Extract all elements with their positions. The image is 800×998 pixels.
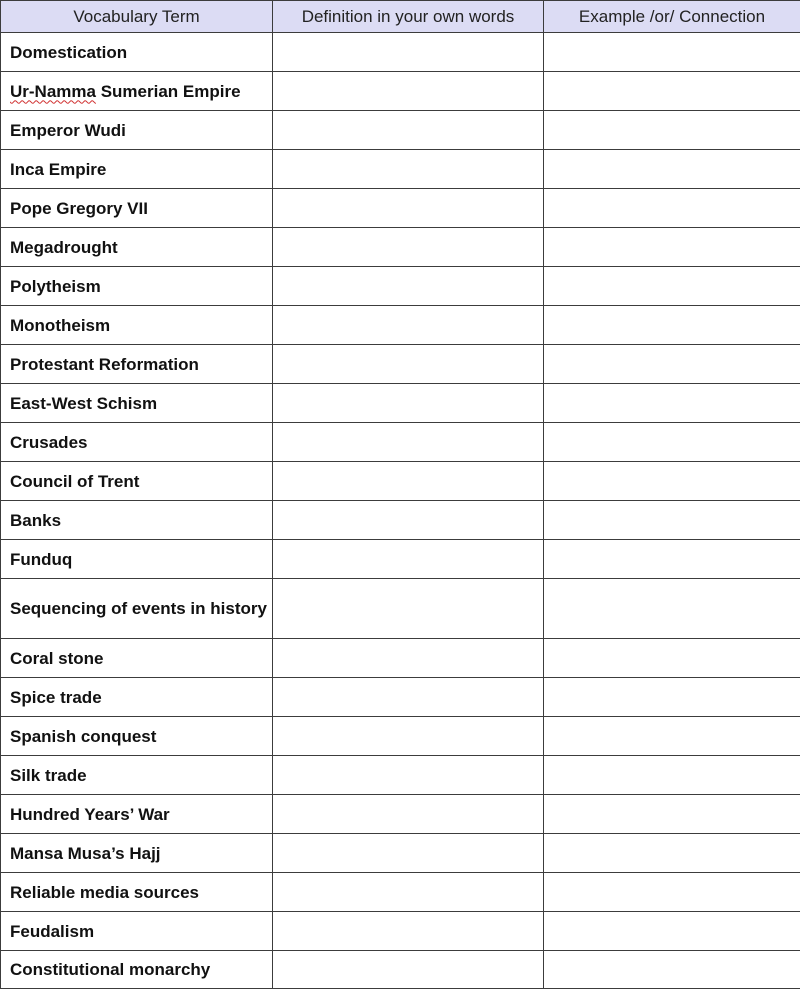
vocabulary-term-cell <box>1 579 273 639</box>
example-connection-cell[interactable] <box>544 579 800 639</box>
example-connection-cell[interactable] <box>544 795 800 834</box>
term-text: Funduq <box>10 549 73 569</box>
example-connection-cell[interactable] <box>544 912 800 951</box>
vocabulary-term-cell <box>1 678 273 717</box>
term-text: Emperor Wudi <box>10 120 126 140</box>
definition-cell[interactable] <box>273 189 544 228</box>
header-row <box>1 1 800 33</box>
table-row <box>1 150 800 189</box>
example-connection-cell[interactable] <box>544 501 800 540</box>
table-row <box>1 111 800 150</box>
header-definition: Definition in your own words <box>273 1 544 33</box>
table-row <box>1 462 800 501</box>
definition-cell[interactable] <box>273 873 544 912</box>
vocabulary-term-cell <box>1 228 273 267</box>
table-row <box>1 384 800 423</box>
vocabulary-term-cell <box>1 150 273 189</box>
table-body <box>1 33 800 989</box>
example-connection-cell[interactable] <box>544 951 800 989</box>
example-connection-cell[interactable] <box>544 150 800 189</box>
definition-cell[interactable] <box>273 678 544 717</box>
vocabulary-term-cell <box>1 540 273 579</box>
vocabulary-term-cell <box>1 462 273 501</box>
definition-cell[interactable] <box>273 345 544 384</box>
vocabulary-term-cell <box>1 912 273 951</box>
example-connection-cell[interactable] <box>544 423 800 462</box>
table-row <box>1 912 800 951</box>
definition-cell[interactable] <box>273 501 544 540</box>
table-row <box>1 795 800 834</box>
term-text: East-West Schism <box>10 393 158 413</box>
vocabulary-term-cell <box>1 834 273 873</box>
header-example-connection: Example /or/ Connection <box>544 1 800 33</box>
example-connection-cell[interactable] <box>544 540 800 579</box>
definition-cell[interactable] <box>273 228 544 267</box>
term-text: Hundred Years’ War <box>10 804 170 824</box>
vocabulary-term-cell <box>1 423 273 462</box>
vocabulary-term-cell <box>1 501 273 540</box>
table-row <box>1 72 800 111</box>
definition-cell[interactable] <box>273 540 544 579</box>
header-vocabulary-term: Vocabulary Term <box>1 1 273 33</box>
example-connection-cell[interactable] <box>544 717 800 756</box>
table-row <box>1 834 800 873</box>
vocabulary-term-cell <box>1 267 273 306</box>
table-row <box>1 345 800 384</box>
table-row <box>1 423 800 462</box>
table-row <box>1 717 800 756</box>
term-text: Protestant Reformation <box>10 354 199 374</box>
term-text: Spice trade <box>10 687 102 707</box>
definition-cell[interactable] <box>273 756 544 795</box>
example-connection-cell[interactable] <box>544 384 800 423</box>
example-connection-cell[interactable] <box>544 639 800 678</box>
vocabulary-term-cell <box>1 717 273 756</box>
table-row <box>1 540 800 579</box>
example-connection-cell[interactable] <box>544 306 800 345</box>
term-text: Sequencing of events in history <box>10 599 267 618</box>
vocabulary-term-cell <box>1 189 273 228</box>
definition-cell[interactable] <box>273 111 544 150</box>
definition-cell[interactable] <box>273 795 544 834</box>
term-text: Spanish conquest <box>10 726 157 746</box>
example-connection-cell[interactable] <box>544 111 800 150</box>
vocabulary-term-cell <box>1 795 273 834</box>
table-row <box>1 228 800 267</box>
vocabulary-term-cell <box>1 33 273 72</box>
table-row <box>1 579 800 639</box>
vocabulary-term-cell <box>1 111 273 150</box>
term-misspelled-word: Ur-Namma <box>10 81 96 101</box>
definition-cell[interactable] <box>273 150 544 189</box>
term-text: Council of Trent <box>10 471 140 491</box>
definition-cell[interactable] <box>273 267 544 306</box>
vocabulary-term-cell <box>1 384 273 423</box>
definition-cell[interactable] <box>273 72 544 111</box>
table-row <box>1 873 800 912</box>
definition-cell[interactable] <box>273 579 544 639</box>
definition-cell[interactable] <box>273 423 544 462</box>
vocabulary-term-cell <box>1 306 273 345</box>
example-connection-cell[interactable] <box>544 228 800 267</box>
term-text: Feudalism <box>10 921 95 941</box>
example-connection-cell[interactable] <box>544 873 800 912</box>
example-connection-cell[interactable] <box>544 834 800 873</box>
table-row <box>1 189 800 228</box>
term-text: Polytheism <box>10 276 101 296</box>
definition-cell[interactable] <box>273 717 544 756</box>
vocabulary-term-cell <box>1 72 273 111</box>
table-row <box>1 639 800 678</box>
vocabulary-term-cell <box>1 756 273 795</box>
term-text: Pope Gregory VII <box>10 198 148 218</box>
definition-cell[interactable] <box>273 306 544 345</box>
vocabulary-term-cell <box>1 345 273 384</box>
example-connection-cell[interactable] <box>544 33 800 72</box>
term-text: Inca Empire <box>10 159 107 179</box>
term-text: Coral stone <box>10 648 104 668</box>
example-connection-cell[interactable] <box>544 462 800 501</box>
example-connection-cell[interactable] <box>544 267 800 306</box>
example-connection-cell[interactable] <box>544 72 800 111</box>
term-text: Reliable media sources <box>10 882 199 902</box>
vocabulary-term-cell <box>1 639 273 678</box>
table-row <box>1 678 800 717</box>
vocabulary-term-cell <box>1 951 273 989</box>
term-text: Megadrought <box>10 237 118 257</box>
term-text: Silk trade <box>10 765 87 785</box>
definition-cell[interactable] <box>273 639 544 678</box>
table-row <box>1 756 800 795</box>
term-text: Sumerian Empire <box>95 81 241 101</box>
term-text: Mansa Musa’s Hajj <box>10 843 161 863</box>
term-text: Constitutional monarchy <box>10 960 211 979</box>
term-text: Crusades <box>10 432 88 452</box>
term-text: Domestication <box>10 42 128 62</box>
table-row <box>1 951 800 989</box>
vocabulary-term-cell <box>1 873 273 912</box>
example-connection-cell[interactable] <box>544 756 800 795</box>
example-connection-cell[interactable] <box>544 345 800 384</box>
term-text: Banks <box>10 510 62 530</box>
table-row <box>1 33 800 72</box>
definition-cell[interactable] <box>273 834 544 873</box>
table-row <box>1 501 800 540</box>
example-connection-cell[interactable] <box>544 189 800 228</box>
definition-cell[interactable] <box>273 33 544 72</box>
table-row <box>1 267 800 306</box>
definition-cell[interactable] <box>273 912 544 951</box>
definition-cell[interactable] <box>273 384 544 423</box>
table-row <box>1 306 800 345</box>
term-text: Monotheism <box>10 315 111 335</box>
definition-cell[interactable] <box>273 462 544 501</box>
definition-cell[interactable] <box>273 951 544 989</box>
example-connection-cell[interactable] <box>544 678 800 717</box>
